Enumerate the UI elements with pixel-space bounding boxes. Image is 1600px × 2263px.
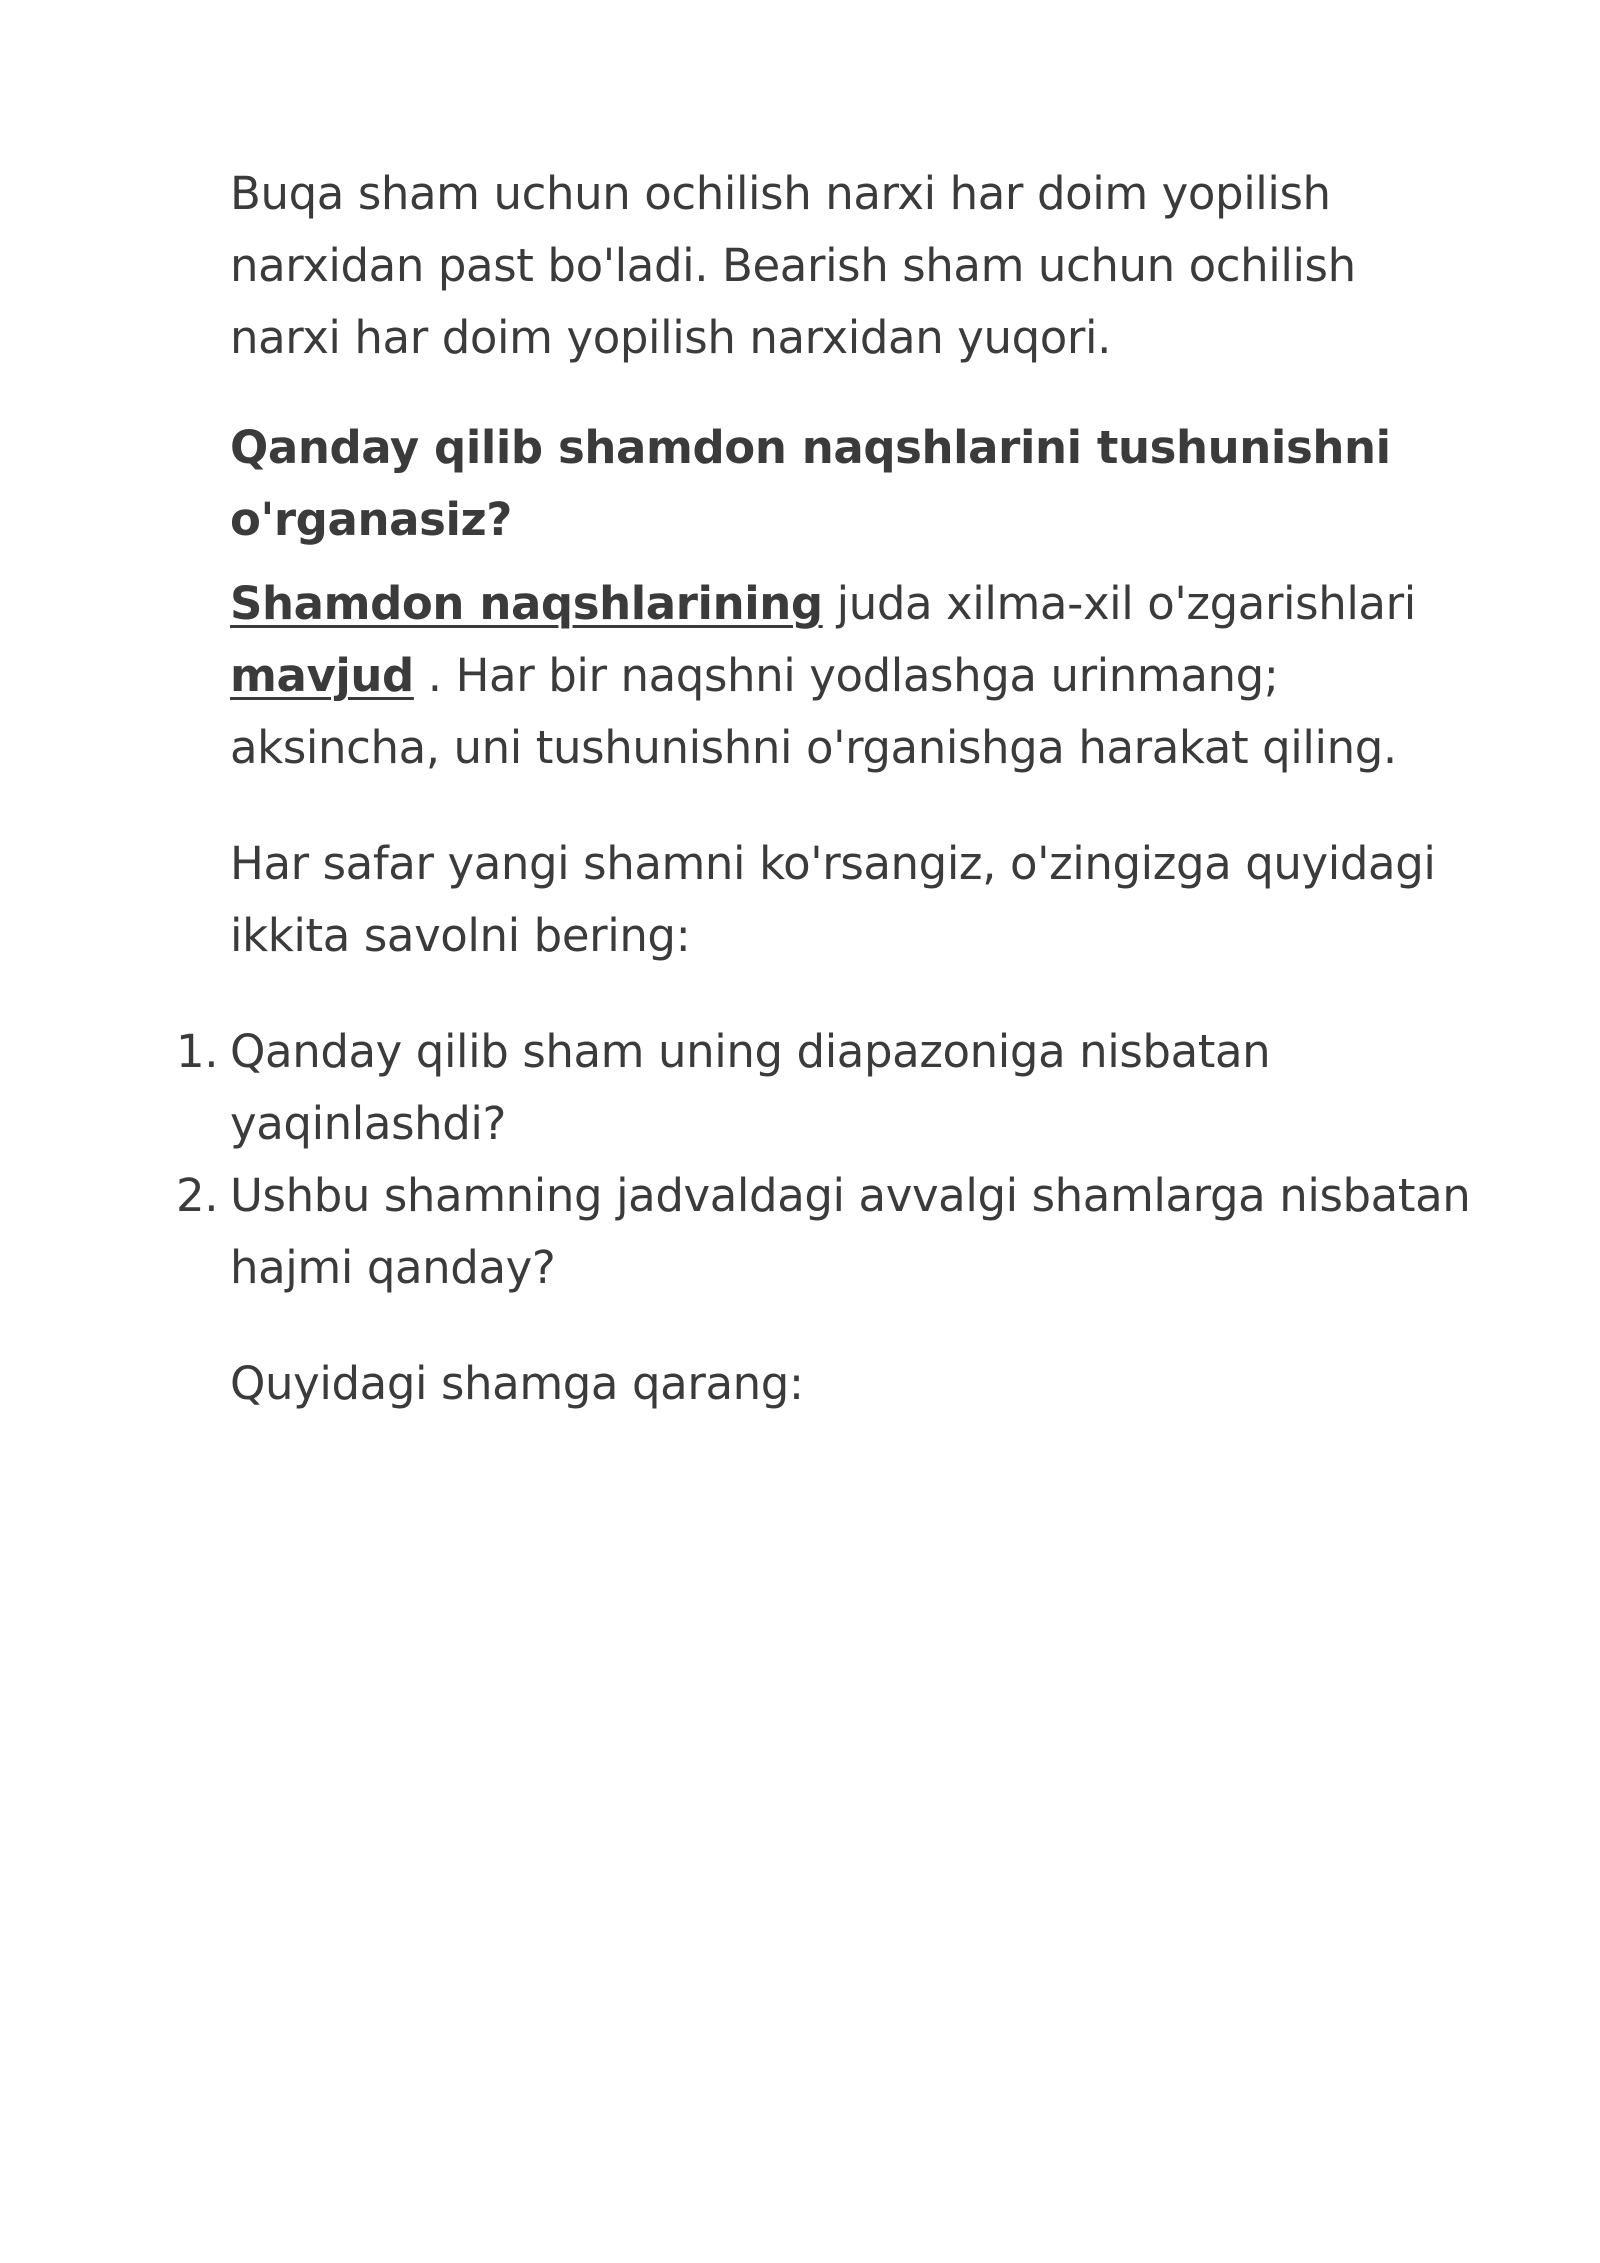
list-item-number: 2. (176, 1169, 219, 1222)
exist-link[interactable]: mavjud (230, 649, 414, 702)
questions-list (176, 1016, 1480, 1304)
document-page (176, 158, 1480, 1420)
candlestick-patterns-link[interactable]: Shamdon naqshlarining (230, 577, 823, 630)
patterns-paragraph (230, 568, 1480, 784)
patterns-text-1: juda xilma-xil o'zgarishlari (822, 577, 1416, 630)
list-item-text: Ushbu shamning jadvaldagi avvalgi shamlarga nisbatan hajmi qanday? (230, 1169, 1471, 1294)
list-item-number: 1. (176, 1025, 219, 1078)
list-item (176, 1016, 1480, 1160)
closing-paragraph: Quyidagi shamga qarang: (230, 1357, 804, 1410)
list-item-text: Qanday qilib sham uning diapazoniga nisbatan yaqinlashdi? (230, 1025, 1271, 1150)
patterns-text-2: . Har bir naqshni yodlashga urinmang; aksincha, uni tushunishni o'rganishga harakat qiling. (230, 649, 1397, 774)
section-heading: Qanday qilib shamdon naqshlarini tushunishni o'rganasiz? (230, 421, 1391, 546)
list-item (176, 1160, 1480, 1304)
questions-intro-paragraph: Har safar yangi shamni ko'rsangiz, o'zingizga quyidagi ikkita savolni bering: (230, 837, 1436, 962)
intro-paragraph: Buqa sham uchun ochilish narxi har doim yopilish narxidan past bo'ladi. Bearish sham uchun ochilish narxi har doim yopilish narxidan yuqori. (230, 167, 1356, 364)
